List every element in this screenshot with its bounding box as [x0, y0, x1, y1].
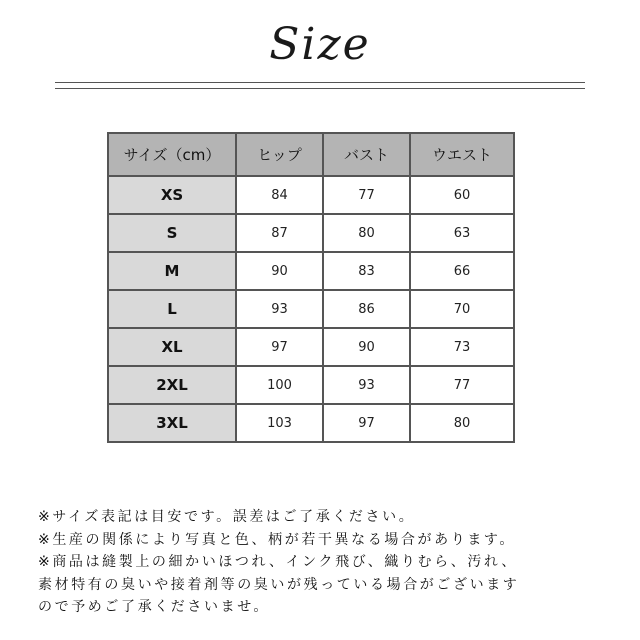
note-line: ので予めご了承くださいませ。 [38, 599, 270, 615]
bust-value: 97 [323, 404, 410, 442]
note-line: 素材特有の臭いや接着剤等の臭いが残っている場合がございます [38, 576, 520, 593]
table-row [108, 366, 514, 404]
size-label: 3XL [108, 404, 236, 442]
size-label: XL [108, 328, 236, 366]
bust-value: 83 [323, 252, 410, 290]
size-chart-table [107, 132, 515, 443]
waist-value: 70 [410, 290, 514, 328]
header-size: サイズ（cm） [108, 133, 236, 176]
page-title: Size [269, 19, 371, 70]
waist-value: 66 [410, 252, 514, 290]
bust-value: 86 [323, 290, 410, 328]
size-notes [38, 506, 618, 619]
header-waist: ウエスト [410, 133, 514, 176]
size-label: M [108, 252, 236, 290]
title-divider-bottom [55, 88, 585, 89]
header-bust: バスト [323, 133, 410, 176]
bust-value: 90 [323, 328, 410, 366]
bust-value: 80 [323, 214, 410, 252]
note-line: ※商品は縫製上の細かいほつれ、インク飛び、織りむら、汚れ、 [38, 554, 518, 570]
table-row [108, 252, 514, 290]
waist-value: 73 [410, 328, 514, 366]
waist-value: 77 [410, 366, 514, 404]
size-label: 2XL [108, 366, 236, 404]
size-label: L [108, 290, 236, 328]
size-label: S [108, 214, 236, 252]
hip-value: 100 [236, 366, 323, 404]
hip-value: 90 [236, 252, 323, 290]
title-divider-top [55, 82, 585, 83]
table-row [108, 214, 514, 252]
waist-value: 60 [410, 176, 514, 214]
bust-value: 77 [323, 176, 410, 214]
waist-value: 80 [410, 404, 514, 442]
table-row [108, 328, 514, 366]
table-row [108, 176, 514, 214]
note-line: ※生産の関係により写真と色、柄が若干異なる場合があります。 [38, 531, 517, 548]
bust-value: 93 [323, 366, 410, 404]
size-label: XS [108, 176, 236, 214]
note-line: ※サイズ表記は目安です。誤差はご了承ください。 [38, 509, 416, 525]
table-row [108, 404, 514, 442]
table-header-row [108, 133, 514, 176]
table-row [108, 290, 514, 328]
waist-value: 63 [410, 214, 514, 252]
hip-value: 97 [236, 328, 323, 366]
header-hip: ヒップ [236, 133, 323, 176]
hip-value: 93 [236, 290, 323, 328]
hip-value: 103 [236, 404, 323, 442]
hip-value: 87 [236, 214, 323, 252]
hip-value: 84 [236, 176, 323, 214]
